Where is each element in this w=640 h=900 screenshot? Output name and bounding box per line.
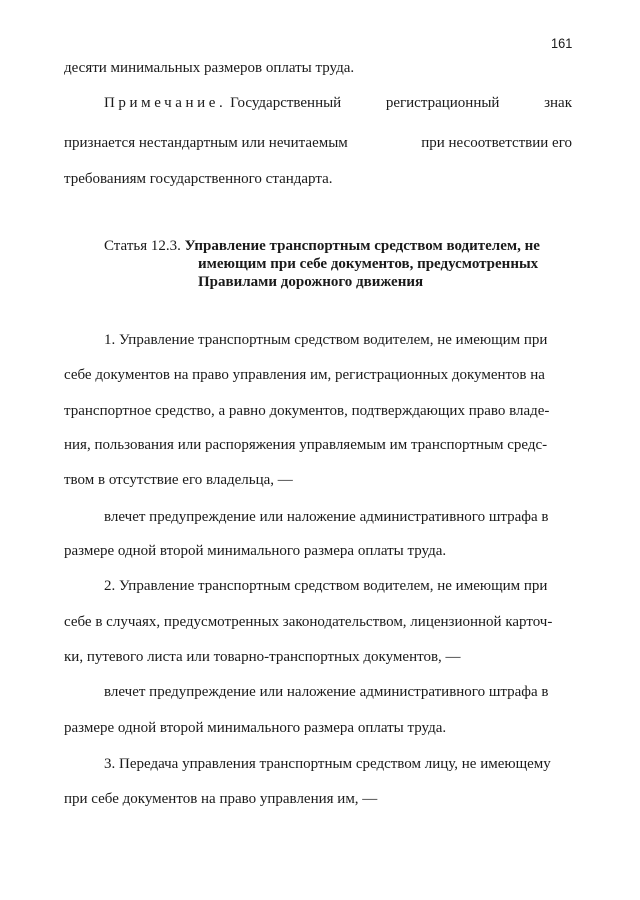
text-line: ния, пользования или распоряжения управляемым им транспортным средс- (64, 437, 548, 453)
text-line: требованиям государственного стандарта. (64, 171, 333, 187)
text-line: при себе документов на право управления им, — (64, 791, 378, 807)
note-line-2 (64, 135, 572, 152)
text-line: 3. Передача управления транспортным средством лицу, не имеющему (104, 756, 551, 772)
article-title: Правилами дорожного движения (198, 274, 424, 290)
text-word: знак (544, 95, 572, 111)
text-line: десяти минимальных размеров оплаты труда. (64, 60, 355, 76)
text-word: Государственный (230, 95, 342, 111)
note-inline-group (104, 95, 341, 112)
text-fragment: при несоответствии его (421, 135, 572, 151)
text-line: размере одной второй минимального размера оплаты труда. (64, 720, 447, 736)
text-line: себе документов на право управления им, регистрационных документов на (64, 367, 545, 383)
text-line: влечет предупреждение или наложение административного штрафа в (104, 509, 549, 525)
text-line: транспортное средство, а равно документов, подтверждающих право владе- (64, 403, 550, 419)
text-line: размере одной второй минимального размера оплаты труда. (64, 543, 447, 559)
text-fragment: признается нестандартным или нечитаемым (64, 135, 348, 151)
article-number: Статья 12.3. (104, 238, 181, 254)
text-line: ки, путевого листа или товарно-транспортных документов, — (64, 649, 461, 665)
text-line: себе в случаях, предусмотренных законодательством, лицензионной карточ- (64, 614, 553, 630)
text-line: влечет предупреждение или наложение административного штрафа в (104, 684, 549, 700)
text-word: регистрационный (385, 95, 500, 111)
note-line-1 (104, 95, 572, 112)
text-line: 2. Управление транспортным средством водителем, не имеющим при (104, 578, 548, 594)
article-heading-line-1 (104, 238, 540, 255)
article-title: имеющим при себе документов, предусмотренных (198, 256, 539, 272)
page-number: 161 (551, 35, 573, 51)
text-line: твом в отсутствие его владельца, — (64, 472, 293, 488)
article-title: Управление транспортным средством водителем, не (184, 238, 540, 254)
text-line: 1. Управление транспортным средством водителем, не имеющим при (104, 332, 548, 348)
note-label: Примечание. (104, 95, 227, 111)
